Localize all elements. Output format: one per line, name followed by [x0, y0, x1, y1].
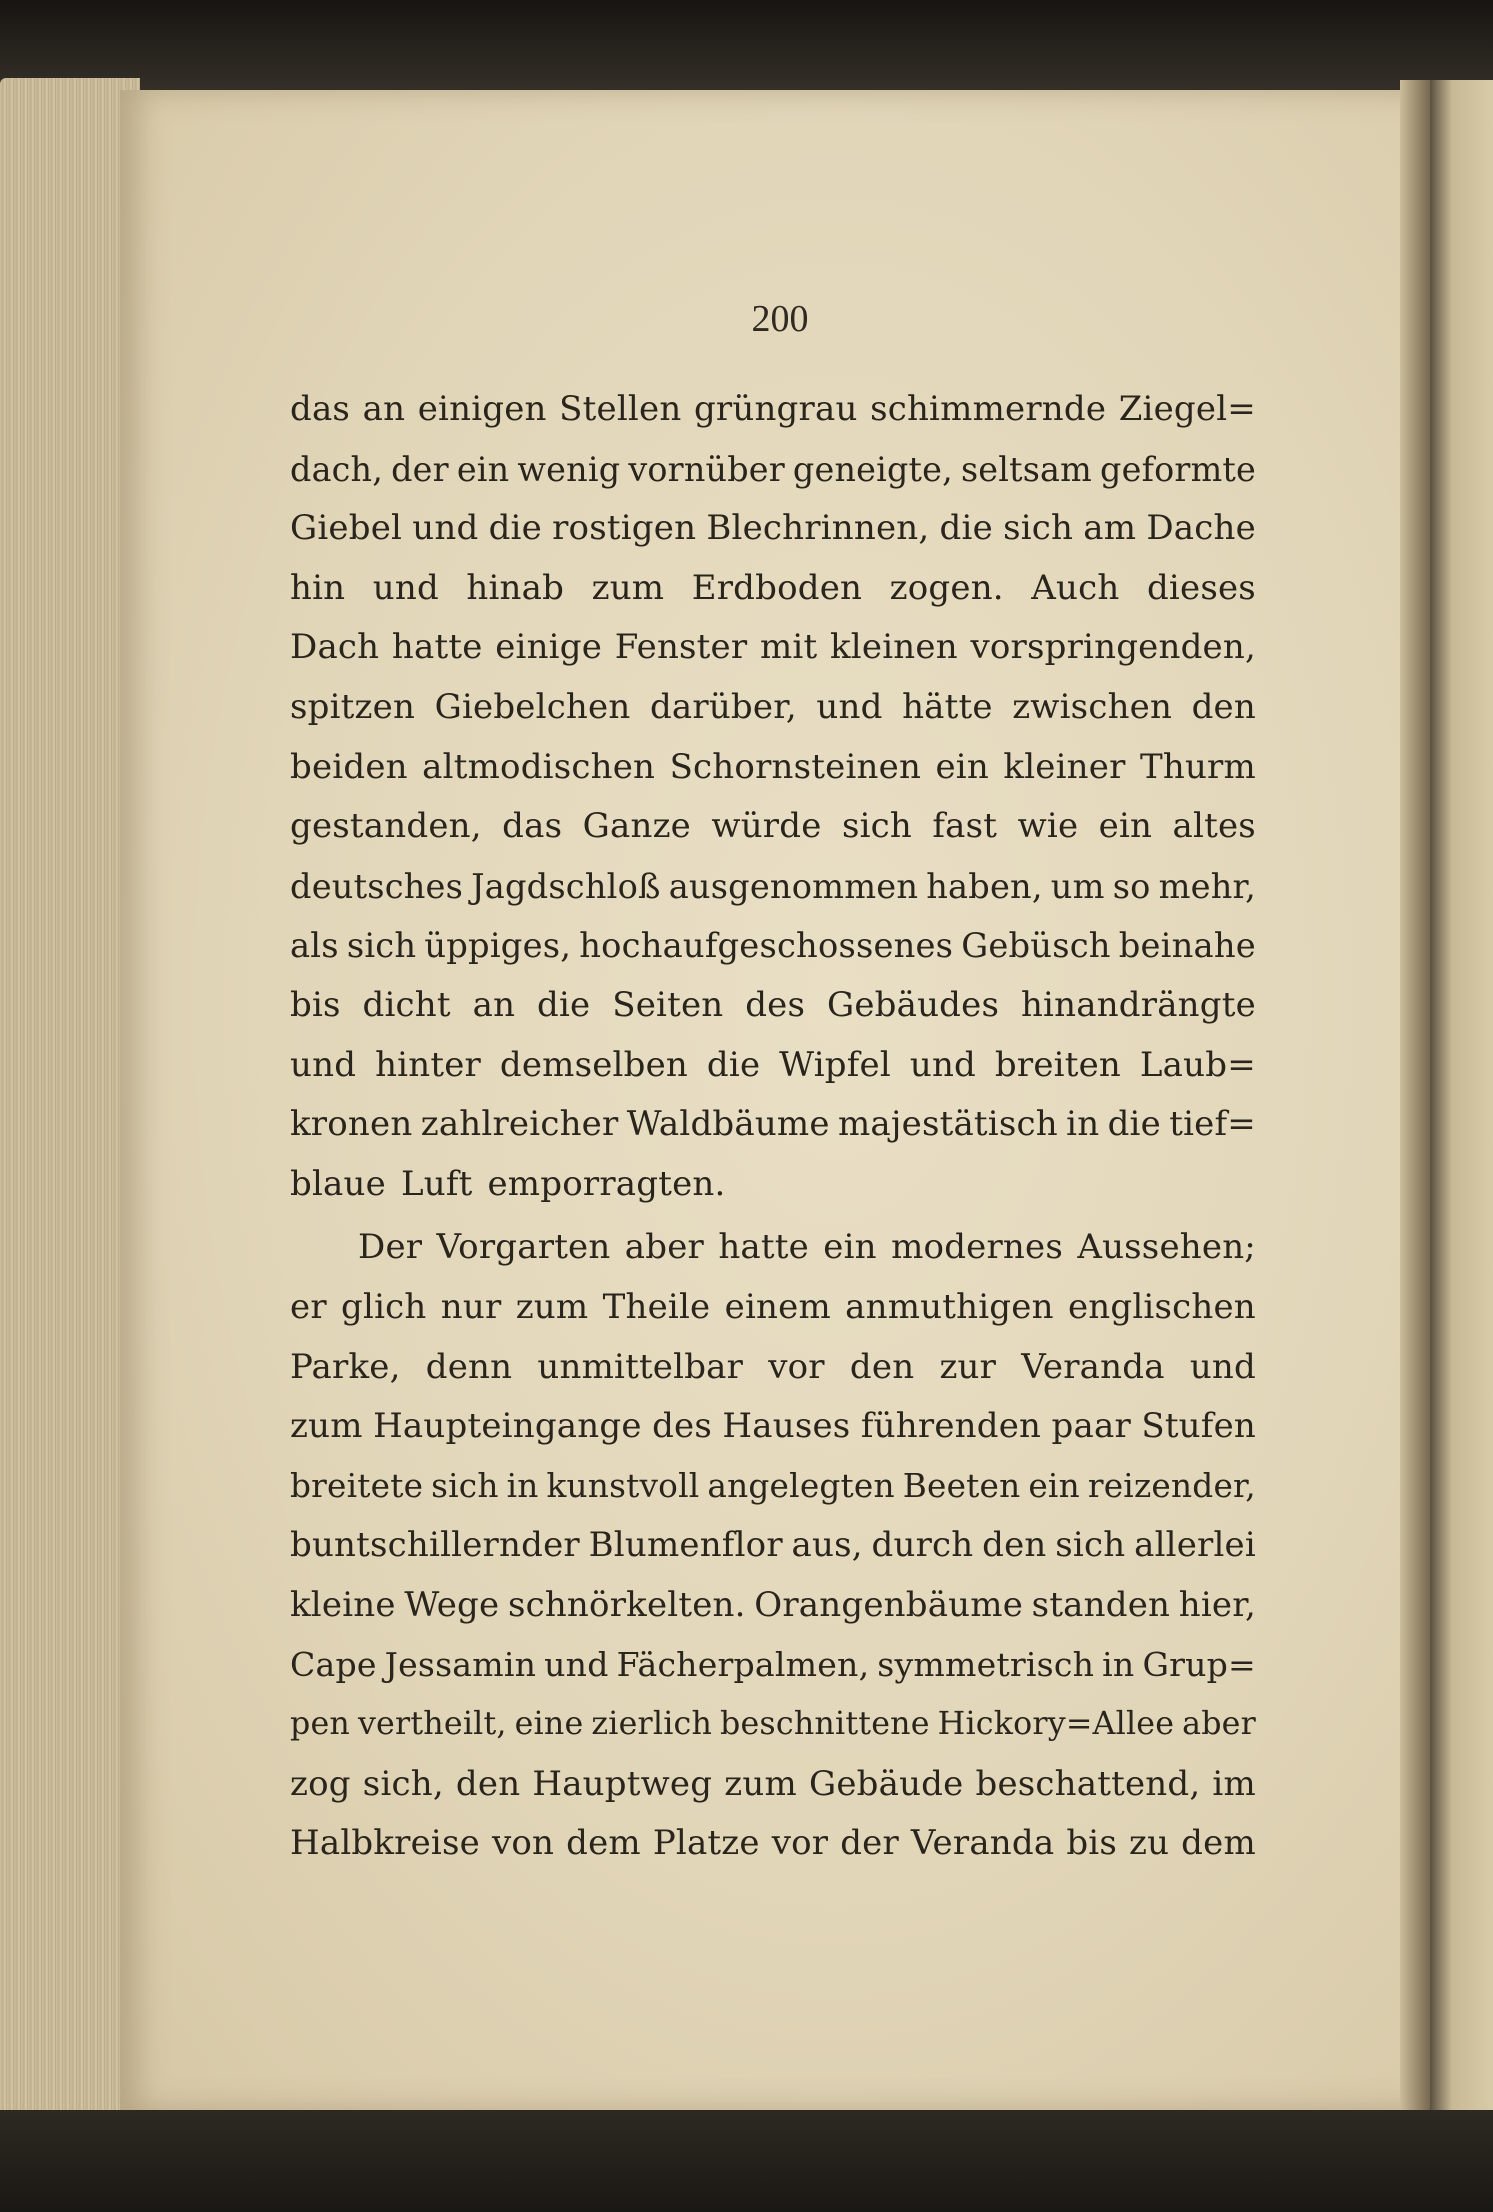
- text-line: als sich üppiges, hochaufgeschossenes Gebüsch beinahe: [290, 926, 1256, 966]
- paragraph-2: [290, 1218, 1256, 1874]
- text-line: Cape Jessamin und Fächerpalmen, symmetrisch in Grup=: [290, 1645, 1256, 1685]
- text-line: Der Vorgarten aber hatte ein modernes Aussehen;: [358, 1227, 1256, 1268]
- book-cover-bottom-edge: [0, 2110, 1493, 2212]
- text-line: kleine Wege schnörkelten. Orangenbäume standen hier,: [290, 1584, 1256, 1625]
- text-line: spitzen Giebelchen darüber, und hätte zwischen den: [290, 686, 1256, 727]
- next-page-edge: [1430, 80, 1493, 2140]
- page-number: 200: [751, 298, 809, 340]
- text-line: Parke, denn unmittelbar vor den zur Veranda und: [290, 1346, 1256, 1387]
- text-line: zum Haupteingange des Hauses führenden paar Stufen: [290, 1406, 1256, 1447]
- text-line: Halbkreise von dem Platze vor der Veranda bis zu dem: [290, 1823, 1256, 1864]
- text-line: gestanden, das Ganze würde sich fast wie ein altes: [290, 806, 1256, 847]
- body-text: [290, 380, 1256, 1874]
- text-line: Giebel und die rostigen Blechrinnen, die sich am Dache: [290, 508, 1256, 549]
- text-line: beiden altmodischen Schornsteinen ein kleiner Thurm: [290, 746, 1256, 787]
- text-line: Dach hatte einige Fenster mit kleinen vorspringenden,: [290, 627, 1256, 668]
- text-line: buntschillernder Blumenflor aus, durch den sich allerlei: [290, 1525, 1256, 1566]
- text-line: deutsches Jagdschloß ausgenommen haben, um so mehr,: [290, 866, 1256, 906]
- text-line: pen vertheilt, eine zierlich beschnittene Hickory=Allee aber: [290, 1706, 1256, 1743]
- text-line: breitete sich in kunstvoll angelegten Beeten ein reizender,: [290, 1466, 1256, 1505]
- paragraph-1: [290, 380, 1256, 1214]
- text-line: kronen zahlreicher Waldbäume majestätisch in die tief=: [290, 1104, 1256, 1145]
- text-line: das an einigen Stellen grüngrau schimmernde Ziegel=: [290, 389, 1256, 429]
- text-line: zog sich, den Hauptweg zum Gebäude beschattend, im: [290, 1763, 1256, 1804]
- text-line: hin und hinab zum Erdboden zogen. Auch dieses: [290, 567, 1256, 608]
- text-line: blaue Luft emporragten.: [290, 1163, 726, 1204]
- page-stack-edge: [0, 78, 140, 2118]
- text-line: und hinter demselben die Wipfel und breiten Laub=: [290, 1044, 1256, 1085]
- text-line: dach, der ein wenig vornüber geneigte, seltsam geformte: [290, 449, 1256, 489]
- text-line: bis dicht an die Seiten des Gebäudes hinandrängte: [290, 984, 1256, 1025]
- text-line: er glich nur zum Theile einem anmuthigen englischen: [290, 1286, 1256, 1327]
